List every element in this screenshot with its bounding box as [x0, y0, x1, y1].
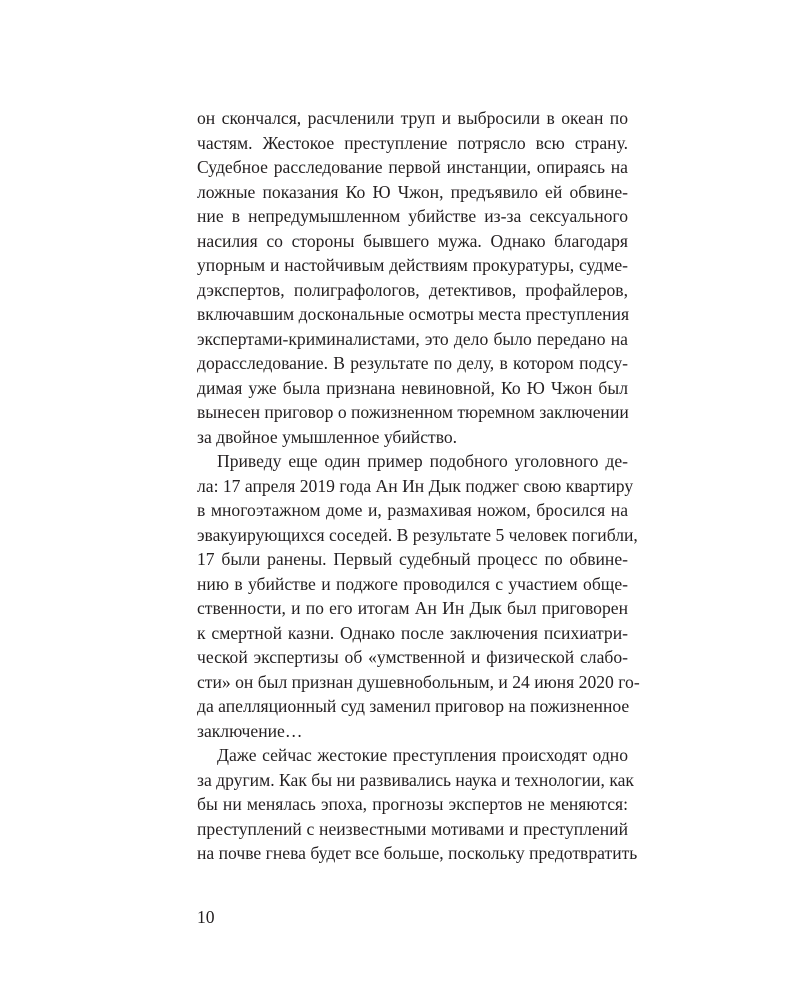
text-line: Даже сейчас жестокие преступления происходят одно [217, 745, 628, 765]
text-line: ла: 17 апреля 2019 года Ан Ин Дык поджег свою квартиру [197, 475, 634, 496]
text-line: дэкспертов, полиграфологов, детективов, профайлеров, [197, 279, 628, 300]
text-line: дорасследование. В результате по делу, в котором подсу- [197, 353, 628, 373]
text-line: эвакуирующихся соседей. В результате 5 человек погибли, [197, 524, 638, 545]
page-number: 10 [197, 907, 215, 927]
text-line: Приведу еще один пример подобного уголовного де- [217, 451, 628, 471]
text-line: насилия со стороны бывшего мужа. Однако благодаря [197, 230, 628, 251]
text-line: в многоэтажном доме и, размахивая ножом, бросился на [197, 500, 628, 520]
text-line: на почве гнева будет все больше, поскольку предотвратить [197, 843, 638, 863]
body-text [197, 106, 640, 866]
text-line: нию в убийстве и поджоге проводился с участием обще- [197, 573, 628, 594]
text-line: преступлений с неизвестными мотивами и преступлений [197, 818, 628, 839]
text-line: заключение… [197, 720, 303, 741]
text-line: упорным и настойчивым действиям прокуратуры, судме- [197, 255, 628, 275]
text-line: да апелляционный суд заменил приговор на пожизненное [197, 696, 630, 716]
text-line: ние в непредумышленном убийстве из-за сексуального [197, 206, 628, 226]
text-line: димая уже была признана невиновной, Ко Ю Чжон был [197, 377, 628, 398]
paragraph-2 [197, 449, 640, 743]
text-line: 17 были ранены. Первый судебный процесс по обвине- [197, 549, 628, 569]
paragraph-3 [197, 743, 638, 866]
text-line: частям. Жестокое преступление потрясло всю страну. [197, 132, 628, 153]
text-line: за двойное умышленное убийство. [197, 426, 458, 447]
text-line: ложные показания Ко Ю Чжон, предъявило ей обвине- [197, 181, 628, 202]
text-line: ческой экспертизы об «умственной и физической слабо- [197, 647, 628, 667]
paragraph-1 [197, 106, 628, 449]
text-line: вынесен приговор о пожизненном тюремном заключении [197, 402, 629, 422]
text-line: он скончался, расчленили труп и выбросили в океан по [197, 108, 628, 128]
text-line: бы ни менялась эпоха, прогнозы экспертов не меняются: [197, 794, 628, 814]
text-line: ственности, и по его итогам Ан Ин Дык был приговорен [197, 598, 628, 618]
text-line: к смертной казни. Однако после заключения психиатри- [197, 622, 628, 643]
text-line: за другим. Как бы ни развивались наука и технологии, как [197, 769, 634, 790]
text-line: включавшим доскональные осмотры места преступления [197, 304, 630, 324]
text-line: сти» он был признан душевнобольным, и 24 июня 2020 го- [197, 671, 640, 692]
text-line: экспертами-криминалистами, это дело было передано на [197, 328, 628, 349]
text-line: Судебное расследование первой инстанции, опираясь на [197, 157, 628, 177]
